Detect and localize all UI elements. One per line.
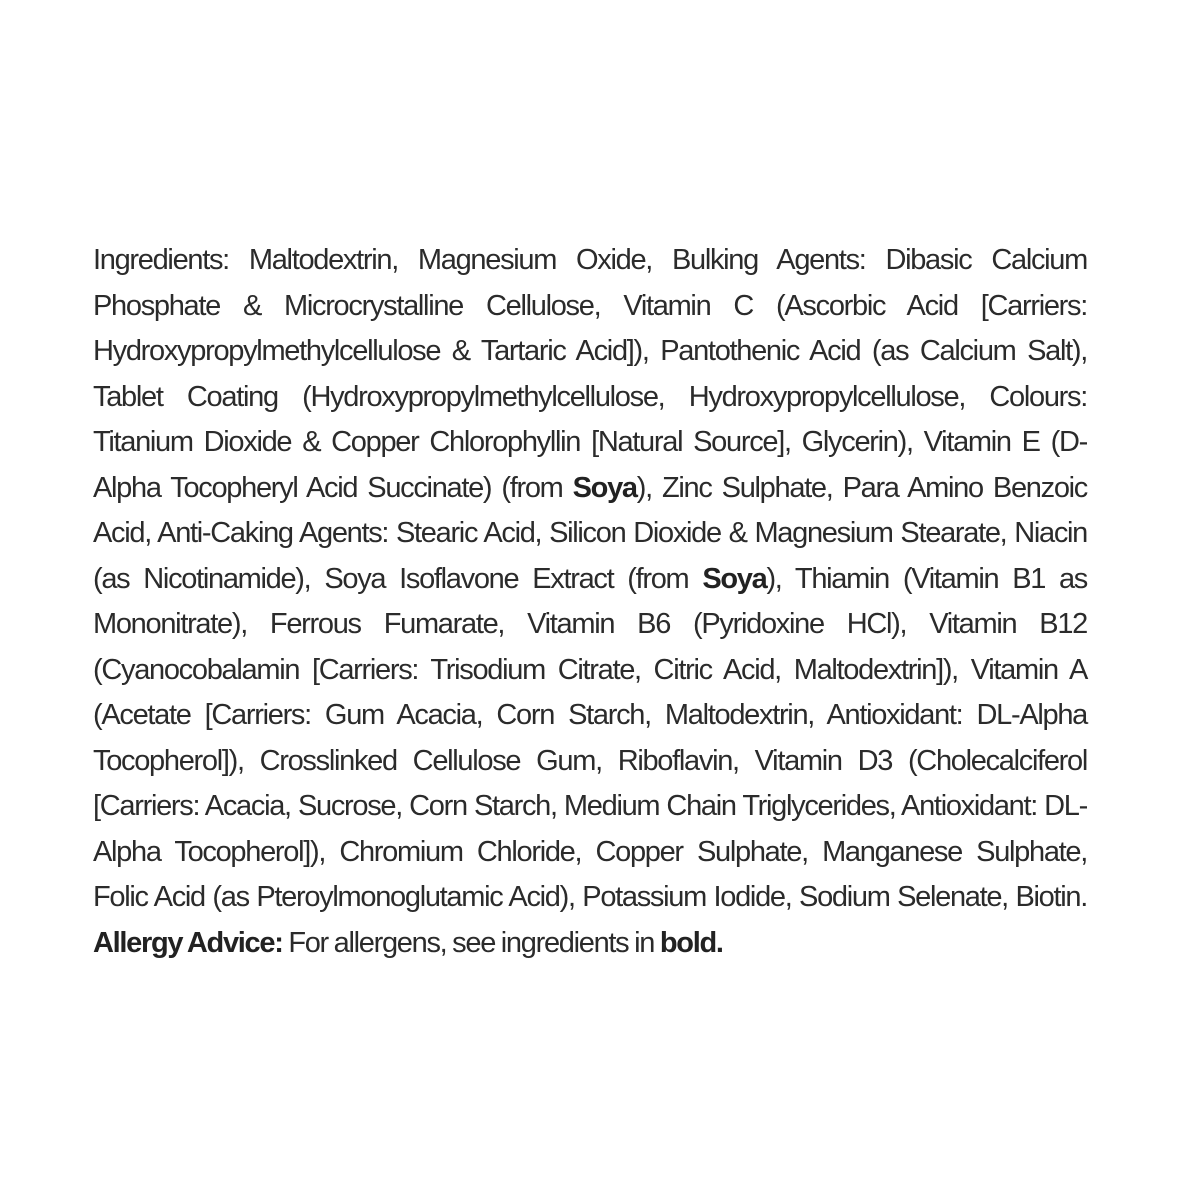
ingredients-text-part-3: ), Thiamin (Vitamin B1 as Mononitrate), Ferrous Fumarate, Vitamin B6 (Pyridoxine HCl), Vitamin B12 (Cyanocobalamin [Carriers: Trisodium Citrate, Citric Acid, Maltodextrin]), Vitamin A (Acetate [Carriers: Gum Acacia, Corn Starch, Maltodextrin, Antioxidant: DL-Alpha Tocopherol]), Crosslinked Cellulose Gum, Riboflavin, Vitamin D3 (Cholecalciferol [Carriers: Acacia, Sucrose, Corn Starch, Medium Chain Triglycerides, Antioxidant: DL-Alpha Tocopherol]), Chromium Chloride, Copper Sulphate, Manganese Sulphate, Folic Acid (as Pteroylmonoglutamic Acid), Potassium Iodide, Sodium Selenate, Biotin. — [93, 562, 1087, 913]
ingredients-paragraph — [93, 238, 1087, 966]
allergy-advice-text: For allergens, see ingredients in — [282, 926, 660, 959]
allergen-soya-1: Soya — [572, 471, 637, 504]
ingredients-text-part-2: ), Zinc Sulphate, Para Amino Benzoic Acid, Anti-Caking Agents: Stearic Acid, Silicon Dioxide & Magnesium Stearate, Niacin (as Nicotinamide), Soya Isoflavone Extract (from — [93, 471, 1087, 595]
allergen-soya-2: Soya — [702, 562, 767, 595]
allergy-advice-bold-word: bold. — [659, 926, 723, 959]
allergy-advice-heading: Allergy Advice: — [93, 926, 283, 959]
ingredients-text-part-1: Ingredients: Maltodextrin, Magnesium Oxide, Bulking Agents: Dibasic Calcium Phosphate & Microcrystalline Cellulose, Vitamin C (Ascorbic Acid [Carriers: Hydroxypropylmethylcellulose & Tartaric Acid]), Pantothenic Acid (as Calcium Salt), Tablet Coating (Hydroxypropylmethylcellulose, Hydroxypropylcellulose, Colours: Titanium Dioxide & Copper Chlorophyllin [Natural Source], Glycerin), Vitamin E (D-Alpha Tocopheryl Acid Succinate) (from — [93, 244, 1087, 504]
